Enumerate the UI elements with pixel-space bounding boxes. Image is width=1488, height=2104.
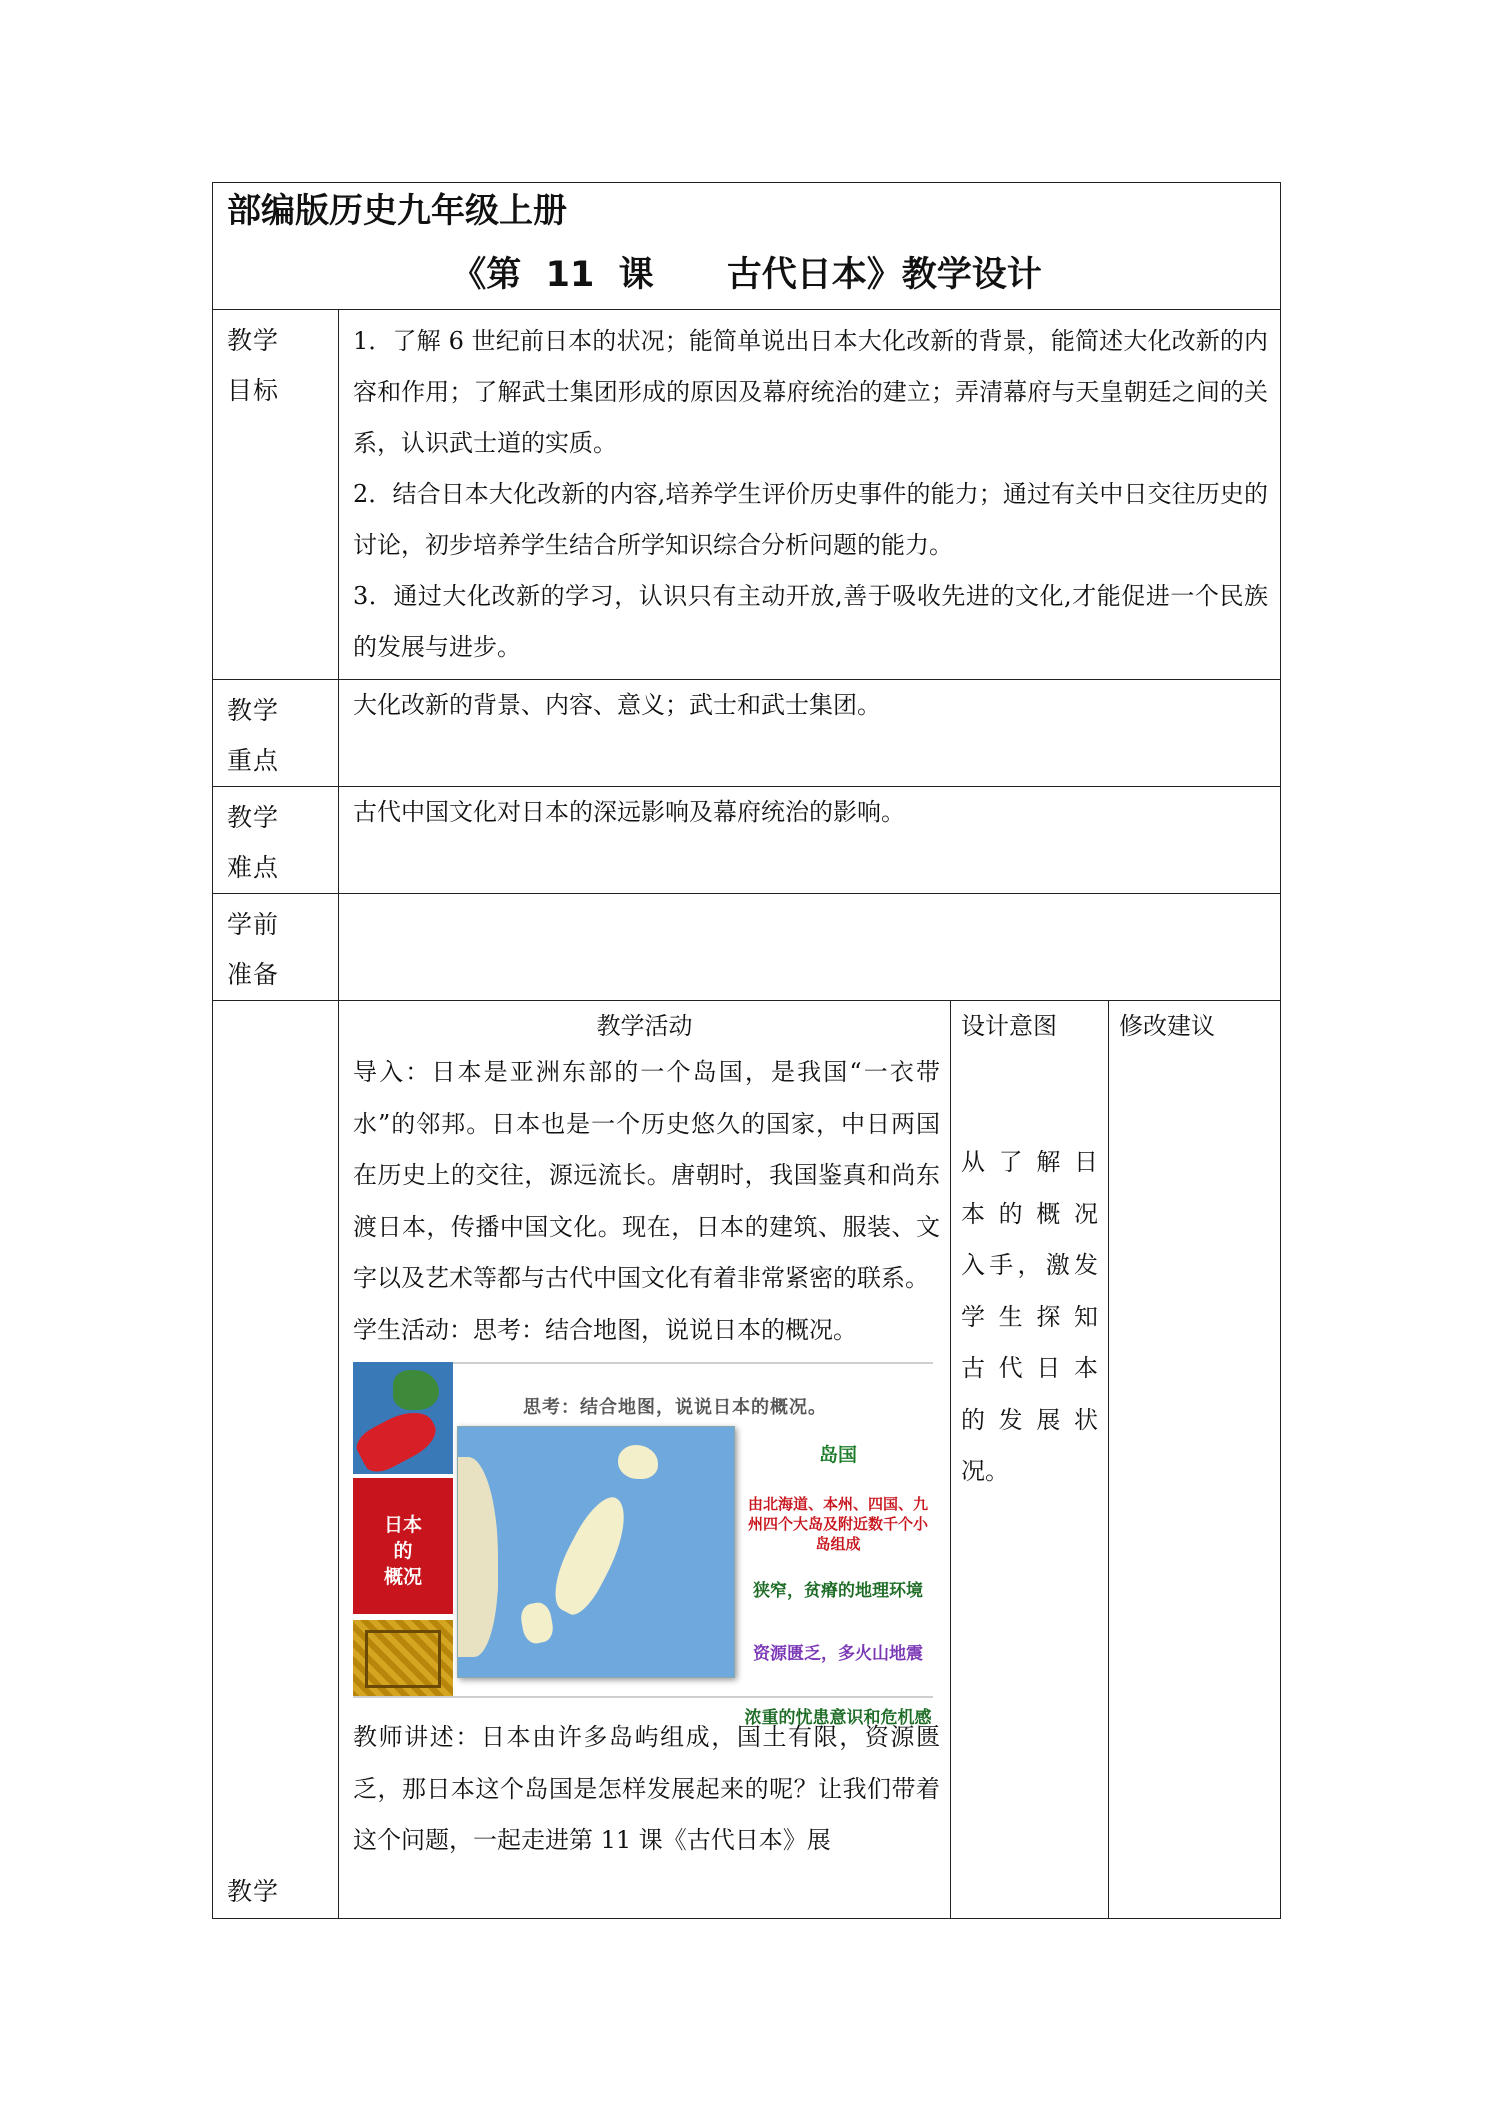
activity-content bbox=[339, 1047, 950, 1867]
key-points-label: 教学 重点 bbox=[227, 696, 280, 775]
lesson-plan-table bbox=[212, 182, 1281, 1919]
difficult-points-label-cell bbox=[213, 787, 339, 894]
figure-point-3: 资源匮乏，多火山地震 bbox=[753, 1644, 923, 1664]
student-activity: 学生活动：思考：结合地图，说说日本的概况。 bbox=[353, 1315, 857, 1344]
intent-column-header: 设计意图 bbox=[961, 1012, 1057, 1040]
objectives-content-cell bbox=[339, 310, 1281, 680]
activity-cell bbox=[339, 1001, 951, 1919]
seal-image bbox=[353, 1620, 453, 1698]
suggestion-column-header: 修改建议 bbox=[1119, 1012, 1215, 1040]
japan-overview-label: 日本 的 概况 bbox=[353, 1478, 453, 1614]
title-cell bbox=[213, 183, 1281, 310]
key-points-content-cell bbox=[339, 680, 1281, 787]
difficult-points-label: 教学 难点 bbox=[227, 803, 280, 882]
key-points-label-cell bbox=[213, 680, 339, 787]
objective-item: 1．了解 6 世纪前日本的状况；能简单说出日本大化改新的背景，能简述大化改新的内容和作用；了解武士集团形成的原因及幕府统治的建立；弄清幕府与天皇朝廷之间的关系，认识武士道的实质。 bbox=[353, 327, 1268, 457]
intro-paragraph: 导入：日本是亚洲东部的一个岛国，是我国“一衣带水”的邻邦。日本也是一个历史悠久的国家，中日两国在历史上的交往，源远流长。唐朝时，我国鉴真和尚东渡日本，传播中国文化。现在，日本的建筑、服装、文字以及艺术等都与古代中国文化有着非常紧密的联系。 bbox=[353, 1058, 940, 1292]
objectives-label: 教学 目标 bbox=[227, 326, 280, 405]
teacher-talk: 教师讲述：日本由许多岛屿组成，国土有限，资源匮乏，那日本这个岛国是怎样发展起来的呢？让我们带着这个问题，一起走进第 11 课《古代日本》展 bbox=[353, 1723, 940, 1854]
figure-key-points bbox=[743, 1430, 933, 1756]
preparation-label-cell bbox=[213, 894, 339, 1001]
activities-side-label: 教学 bbox=[227, 1877, 280, 1906]
objective-item: 2．结合日本大化改新的内容,培养学生评价历史事件的能力；通过有关中日交往历史的讨论，初步培养学生结合所学知识综合分析问题的能力。 bbox=[353, 480, 1268, 559]
figure-point-2: 狭窄，贫瘠的地理环境 bbox=[753, 1580, 923, 1601]
figure-point-1: 由北海道、本州、四国、九州四个大岛及附近数千个小岛组成 bbox=[747, 1494, 928, 1553]
preparation-text bbox=[339, 894, 1280, 906]
figure-heading: 岛国 bbox=[818, 1444, 857, 1466]
japan-overview-figure bbox=[353, 1362, 933, 1728]
objectives-label-cell bbox=[213, 310, 339, 680]
objectives-list bbox=[339, 310, 1280, 679]
intent-cell bbox=[951, 1001, 1109, 1919]
world-map-thumbnail bbox=[353, 1362, 453, 1474]
objective-item: 3．通过大化改新的学习，认识只有主动开放,善于吸收先进的文化,才能促进一个民族的发展与进步。 bbox=[353, 582, 1268, 661]
difficult-points-content-cell bbox=[339, 787, 1281, 894]
suggestion-cell bbox=[1109, 1001, 1281, 1919]
figure-point-4: 浓重的忧患意识和危机感 bbox=[744, 1707, 932, 1728]
activity-column-header: 教学活动 bbox=[596, 1012, 693, 1040]
document-title: 部编版历史九年级上册 bbox=[227, 191, 567, 231]
preparation-label: 学前 准备 bbox=[227, 910, 280, 989]
lesson-title: 《第 11 课 古代日本》教学设计 bbox=[451, 255, 1042, 295]
activities-label-cell bbox=[213, 1001, 339, 1919]
japan-map bbox=[457, 1426, 735, 1678]
key-points-text: 大化改新的背景、内容、意义；武士和武士集团。 bbox=[353, 691, 881, 719]
difficult-points-text: 古代中国文化对日本的深远影响及幕府统治的影响。 bbox=[353, 798, 905, 826]
preparation-content-cell bbox=[339, 894, 1281, 1001]
design-intent-text: 从了解日 本的概况 入手，激发 学生探知 古代日本 的发展状 况。 bbox=[961, 1148, 1098, 1485]
figure-caption: 思考：结合地图，说说日本的概况。 bbox=[523, 1397, 827, 1418]
